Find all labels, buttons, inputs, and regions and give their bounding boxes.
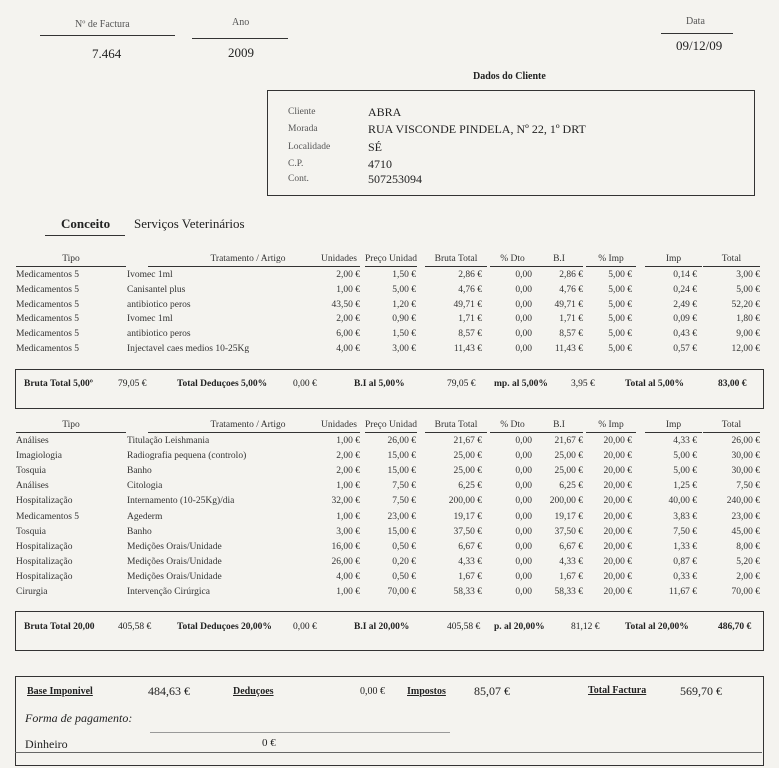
table-cell: Ivomec 1ml [127, 314, 173, 325]
table-cell: 2,00 € [336, 466, 360, 477]
table-cell: 0,00 [515, 314, 532, 325]
totals-total-value: 486,70 € [718, 622, 752, 632]
table-cell: 4,76 € [458, 284, 482, 295]
column-header: % Imp [598, 420, 624, 430]
table-cell: Titulação Leishmania [127, 436, 210, 446]
table-cell: 20,00 € [603, 481, 632, 492]
table-cell: 0,00 [515, 436, 532, 446]
table-cell: Hospitalização [16, 496, 73, 507]
table-cell: Tosquia [16, 526, 46, 537]
table-cell: 5,00 € [608, 314, 632, 325]
column-header: % Dto [500, 254, 525, 264]
table-cell: 5,00 € [673, 466, 697, 477]
table-cell: Hospitalização [16, 541, 73, 552]
table-cell: 20,00 € [603, 556, 632, 567]
table-cell: Citologia [127, 481, 163, 492]
totals-deducoes-value: 0,00 € [293, 379, 317, 389]
deducoes-label: Deduçoes [233, 686, 274, 697]
year-label: Ano [232, 17, 250, 28]
table-cell: 0,09 € [673, 314, 697, 325]
table-cell: 5,00 € [608, 270, 632, 280]
table-cell: 0,00 [515, 299, 532, 310]
invoice-number-value: 7.464 [92, 46, 122, 61]
table-cell: 0,14 € [673, 270, 697, 280]
table-cell: 0,00 [515, 451, 532, 462]
table-cell: 0,00 [515, 481, 532, 492]
table-cell: 0,00 [515, 496, 532, 507]
totals-deducoes-value: 0,00 € [293, 622, 317, 632]
table-cell: 3,00 € [736, 270, 760, 280]
table-cell: Tosquia [16, 466, 46, 477]
table-cell: 1,33 € [673, 541, 697, 552]
table-cell: 6,67 € [458, 541, 482, 552]
client-section-title: Dados do Cliente [473, 71, 546, 82]
table-cell: 23,00 € [731, 511, 760, 522]
table-cell: 25,00 € [554, 466, 583, 477]
table-cell: antibiotico peros [127, 299, 191, 310]
table-cell: 40,00 € [668, 496, 697, 507]
table-cell: 1,80 € [736, 314, 760, 325]
column-header: Unidades [321, 254, 357, 264]
table-cell: 4,00 € [336, 344, 360, 354]
client-field-label: Cliente [288, 107, 316, 117]
client-field-label: Cont. [288, 174, 309, 184]
table-cell: 0,50 € [392, 571, 416, 582]
totals-bruta-label: Bruta Total 20,00 [24, 622, 95, 632]
table-cell: Análises [16, 481, 49, 492]
client-field-value: ABRA [368, 105, 402, 119]
table-cell: 5,00 € [736, 284, 760, 295]
payment-amount: 0 € [262, 737, 276, 749]
table-cell: Intervenção Cirúrgica [127, 587, 210, 597]
table-cell: 5,00 € [608, 329, 632, 340]
table-cell: 0,00 [515, 284, 532, 295]
column-header: Tratamento / Artigo [210, 254, 286, 264]
table-cell: Medicamentos 5 [16, 314, 80, 325]
totals-imp-value: 81,12 € [571, 622, 600, 632]
table-cell: 20,00 € [603, 541, 632, 552]
table-cell: 9,00 € [736, 329, 760, 340]
table-cell: 5,00 € [608, 284, 632, 295]
table-cell: Internamento (10-25Kg)/dia [127, 496, 235, 507]
table-cell: Hospitalização [16, 571, 73, 582]
column-header: Tratamento / Artigo [210, 420, 286, 430]
table-cell: 70,00 € [731, 587, 760, 597]
total-factura-value: 569,70 € [680, 684, 722, 698]
table-cell: 58,33 € [554, 587, 583, 597]
table-cell: 3,00 € [336, 526, 360, 537]
table-cell: 15,00 € [387, 466, 416, 477]
total-factura-label: Total Factura [588, 685, 647, 696]
table-cell: 0,00 [515, 270, 532, 280]
table-cell: 11,43 € [453, 344, 482, 354]
base-value: 484,63 € [148, 684, 190, 698]
table-cell: 1,67 € [559, 571, 583, 582]
totals-bruta-label: Bruta Total 5,00º [24, 379, 93, 389]
totals-total-label: Total al 5,00% [625, 379, 685, 389]
table-cell: 0,00 [515, 511, 532, 522]
client-field-label: C.P. [288, 159, 304, 169]
table-cell: 12,00 € [731, 344, 760, 354]
table-cell: 0,33 € [673, 571, 697, 582]
table-cell: 26,00 € [387, 436, 416, 446]
table-cell: 19,17 € [554, 511, 583, 522]
table-cell: 2,86 € [458, 270, 482, 280]
table-cell: 20,00 € [603, 511, 632, 522]
table-cell: 1,50 € [392, 329, 416, 340]
column-header: B.I [553, 254, 565, 264]
table-cell: 37,50 € [554, 526, 583, 537]
column-header: Tipo [62, 420, 80, 430]
column-header: Tipo [62, 254, 80, 264]
table-cell: Medicamentos 5 [16, 284, 80, 295]
table-cell: 32,00 € [331, 496, 360, 507]
table-cell: 7,50 € [736, 481, 760, 492]
table-cell: 20,00 € [603, 526, 632, 537]
table-cell: 4,76 € [559, 284, 583, 295]
table-cell: 6,67 € [559, 541, 583, 552]
table-cell: 5,00 € [673, 451, 697, 462]
table-cell: Medicamentos 5 [16, 270, 80, 280]
concept-value: Serviços Veterinários [134, 216, 245, 231]
client-box [267, 90, 755, 196]
column-header: % Dto [500, 420, 525, 430]
invoice-number-label: Nº de Factura [75, 19, 130, 30]
table-cell: 30,00 € [731, 451, 760, 462]
table-cell: 2,00 € [336, 270, 360, 280]
deducoes-value: 0,00 € [360, 686, 385, 697]
table-cell: 4,33 € [559, 556, 583, 567]
table-cell: Injectavel caes medios 10-25Kg [127, 344, 250, 354]
table-cell: 49,71 € [554, 299, 583, 310]
totals-total-label: Total al 20,00% [625, 622, 689, 632]
table-cell: 1,50 € [392, 270, 416, 280]
table-cell: 26,00 € [731, 436, 760, 446]
column-header: Bruta Total [434, 420, 478, 430]
date-value: 09/12/09 [676, 38, 723, 53]
totals-box-5 [15, 369, 764, 409]
table-cell: 37,50 € [453, 526, 482, 537]
table-cell: 1,71 € [458, 314, 482, 325]
client-field-value: 507253094 [368, 172, 422, 186]
table-cell: 25,00 € [453, 451, 482, 462]
table-cell: 200,00 € [549, 496, 583, 507]
table-cell: 11,43 € [554, 344, 583, 354]
table-cell: 0,87 € [673, 556, 697, 567]
table-cell: 0,57 € [673, 344, 697, 354]
table-cell: 19,17 € [453, 511, 482, 522]
table-cell: 23,00 € [387, 511, 416, 522]
table-cell: 4,33 € [458, 556, 482, 567]
table-cell: Medicamentos 5 [16, 511, 80, 522]
totals-bi-label: B.I al 5,00% [354, 379, 405, 389]
table-cell: 70,00 € [387, 587, 416, 597]
table-cell: Medições Orais/Unidade [127, 556, 222, 567]
table-cell: 58,33 € [453, 587, 482, 597]
table-cell: 1,20 € [392, 299, 416, 310]
table-cell: 25,00 € [453, 466, 482, 477]
table-cell: Banho [127, 526, 152, 537]
table-cell: 21,67 € [554, 436, 583, 446]
totals-bi-value: 79,05 € [447, 379, 476, 389]
table-cell: 7,50 € [392, 481, 416, 492]
table-cell: 1,67 € [458, 571, 482, 582]
base-label: Base Imponivel [27, 686, 93, 697]
table-cell: 20,00 € [603, 466, 632, 477]
table-cell: 7,50 € [673, 526, 697, 537]
client-field-value: SÉ [368, 140, 383, 154]
column-header: B.I [553, 420, 565, 430]
table-cell: Medicamentos 5 [16, 299, 80, 310]
column-header: Preço Unidad [365, 254, 417, 264]
table-cell: 25,00 € [554, 451, 583, 462]
table-cell: 0,00 [515, 329, 532, 340]
totals-bi-value: 405,58 € [447, 622, 481, 632]
column-header: Preço Unidad [365, 420, 417, 430]
table-cell: 2,00 € [736, 571, 760, 582]
table-cell: 6,25 € [458, 481, 482, 492]
table-cell: 3,00 € [392, 344, 416, 354]
table-cell: 0,00 [515, 541, 532, 552]
table-cell: 52,20 € [731, 299, 760, 310]
table-cell: Hospitalização [16, 556, 73, 567]
impostos-value: 85,07 € [474, 684, 510, 698]
table-cell: 0,90 € [392, 314, 416, 325]
table-cell: Agederm [127, 511, 163, 522]
totals-imp-label: mp. al 5,00% [494, 379, 548, 389]
table-cell: 5,00 € [392, 284, 416, 295]
totals-total-value: 83,00 € [718, 379, 747, 389]
column-header: Imp [665, 254, 682, 264]
table-cell: 0,50 € [392, 541, 416, 552]
concept-label: Conceito [61, 216, 111, 231]
table-cell: Medicamentos 5 [16, 344, 80, 354]
table-cell: 1,00 € [336, 511, 360, 522]
table-cell: 1,00 € [336, 436, 360, 446]
totals-bruta-value: 405,58 € [118, 622, 152, 632]
table-cell: 6,25 € [559, 481, 583, 492]
table-cell: Análises [16, 436, 49, 446]
table-cell: 16,00 € [331, 541, 360, 552]
table-cell: 15,00 € [387, 526, 416, 537]
table-cell: Radiografia pequena (controlo) [127, 451, 247, 462]
table-cell: Ivomec 1ml [127, 270, 173, 280]
table-cell: 2,86 € [559, 270, 583, 280]
table-cell: 8,57 € [458, 329, 482, 340]
table-cell: 20,00 € [603, 587, 632, 597]
table-cell: 0,43 € [673, 329, 697, 340]
column-header: Total [721, 254, 742, 264]
client-field-value: RUA VISCONDE PINDELA, Nº 22, 1º DRT [368, 122, 586, 136]
table-cell: 20,00 € [603, 451, 632, 462]
table-cell: Cirurgia [16, 587, 48, 597]
table-cell: 0,20 € [392, 556, 416, 567]
table-cell: Medicamentos 5 [16, 329, 80, 340]
table-cell: 8,57 € [559, 329, 583, 340]
table-cell: Medições Orais/Unidade [127, 541, 222, 552]
table-cell: 0,00 [515, 587, 532, 597]
totals-bi-label: B.I al 20,00% [354, 622, 410, 632]
table-cell: Imagiologia [16, 451, 62, 462]
table-cell: 1,25 € [673, 481, 697, 492]
table-cell: 4,00 € [336, 571, 360, 582]
table-cell: 1,00 € [336, 587, 360, 597]
table-cell: 2,00 € [336, 451, 360, 462]
table-cell: 0,24 € [673, 284, 697, 295]
totals-imp-value: 3,95 € [571, 379, 595, 389]
client-field-value: 4710 [368, 157, 392, 171]
table-cell: 4,33 € [673, 436, 697, 446]
impostos-label: Impostos [407, 686, 446, 697]
table-cell: 20,00 € [603, 496, 632, 507]
table-cell: 0,00 [515, 526, 532, 537]
table-cell: 43,50 € [331, 299, 360, 310]
table-cell: 0,00 [515, 344, 532, 354]
table-cell: 45,00 € [731, 526, 760, 537]
table-cell: 6,00 € [336, 329, 360, 340]
table-cell: 5,20 € [736, 556, 760, 567]
table-cell: 20,00 € [603, 436, 632, 446]
year-value: 2009 [228, 45, 254, 60]
table-cell: 3,83 € [673, 511, 697, 522]
table-cell: 0,00 [515, 466, 532, 477]
table-cell: 0,00 [515, 571, 532, 582]
table-cell: 1,00 € [336, 284, 360, 295]
table-cell: 1,71 € [559, 314, 583, 325]
table-cell: 49,71 € [453, 299, 482, 310]
client-field-label: Morada [288, 124, 318, 134]
client-field-label: Localidade [288, 142, 331, 152]
column-header: Total [721, 420, 742, 430]
table-cell: 8,00 € [736, 541, 760, 552]
totals-imp-label: p. al 20,00% [494, 622, 545, 632]
table-cell: 30,00 € [731, 466, 760, 477]
column-header: % Imp [598, 254, 624, 264]
totals-deducoes-label: Total Deduçoes 5,00% [177, 379, 268, 389]
table-cell: Medições Orais/Unidade [127, 571, 222, 582]
table-cell: antibiotico peros [127, 329, 191, 340]
column-header: Imp [665, 420, 682, 430]
table-cell: 5,00 € [608, 299, 632, 310]
table-cell: 0,00 [515, 556, 532, 567]
column-header: Unidades [321, 420, 357, 430]
date-label: Data [686, 16, 705, 27]
payment-method: Dinheiro [25, 737, 68, 751]
totals-deducoes-label: Total Deduçoes 20,00% [177, 622, 272, 632]
table-cell: 21,67 € [453, 436, 482, 446]
totals-bruta-value: 79,05 € [118, 379, 147, 389]
table-cell: 26,00 € [331, 556, 360, 567]
table-cell: 240,00 € [726, 496, 760, 507]
table-cell: 11,67 € [668, 587, 697, 597]
table-cell: 15,00 € [387, 451, 416, 462]
column-header: Bruta Total [434, 254, 478, 264]
table-cell: 7,50 € [392, 496, 416, 507]
table-cell: 200,00 € [448, 496, 482, 507]
table-cell: Banho [127, 466, 152, 477]
table-cell: 1,00 € [336, 481, 360, 492]
table-cell: 2,49 € [673, 299, 697, 310]
table-cell: 20,00 € [603, 571, 632, 582]
payment-label: Forma de pagamento: [25, 711, 133, 725]
table-cell: 2,00 € [336, 314, 360, 325]
table-cell: Canisantel plus [127, 284, 186, 295]
table-cell: 5,00 € [608, 344, 632, 354]
